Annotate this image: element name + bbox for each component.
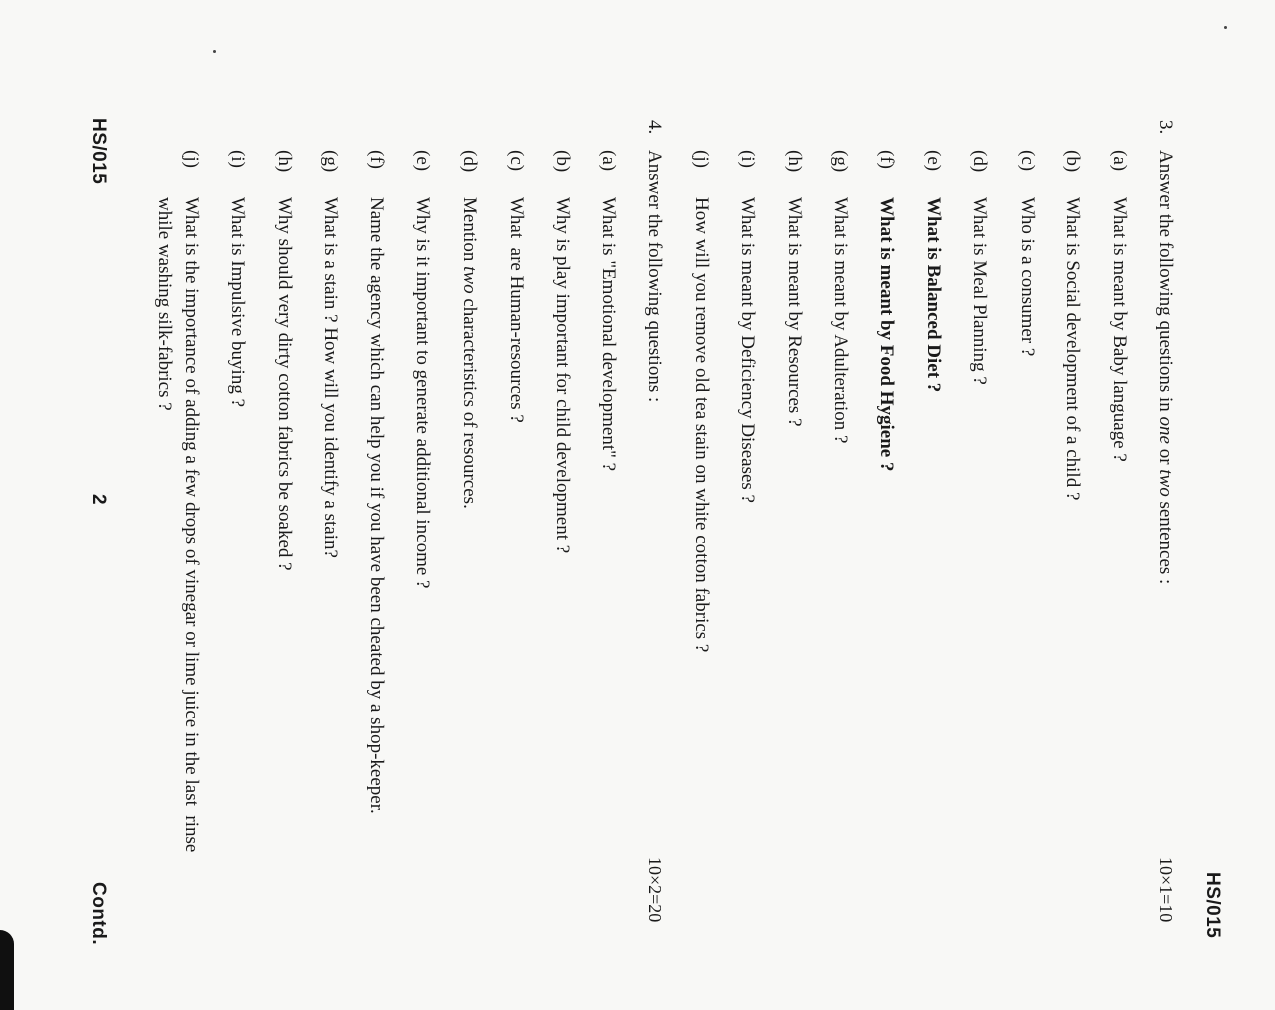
section-3-instruction: 3. Answer the following questions in one or two sentences : [1155,120,1176,585]
section-3-number: 3. [1155,120,1176,135]
header-paper-code: HS/015 [1202,872,1223,939]
section-3-marks: 10×1=10 [1156,857,1176,923]
contd-label: Contd. [88,882,109,946]
section-4-number: 4. [644,120,665,135]
page-number: 2 [88,494,109,506]
section-4-marks: 10×2=20 [645,857,665,923]
question-4j-line2: while washing silk-fabrics ? [154,197,175,411]
footer-paper-code: HS/015 [88,118,109,185]
rotated-page-content: HS/015 3. Answer the following questions in one or two sentences : 10×1=10 (a) What is meant by Baby language ? (b) What is Social development of a child ? (c) Who is a consumer ? (d) What is Meal Planning ? (e) What is Balanced Diet ? (f) What is meant by Food Hygiene ? (g) What is meant by Adulteration ? (h) What is meant by Resources ? (i) What is meant by Deficiency Diseases ? (j) How will you remove old tea stain on white cotton fabrics ? 4. Answer the following questions : 10×2=20 (a) What is "Emotional development" ? (b) Why is play important for child development ? (c) What are Human-resources ? (d) Mention two characteristics of resources. (e) Why is it important to generate additional income ? (f) Name the agency which can help you if you have been cheated by a shop-keeper. (g) What is a stain ? How will you identify a stain? (h) Why should very dirty cotton fabrics be soaked ? (i) What is Impulsive buying ? (j) What is the importance of adding a few drops of vinegar or lime juice in the last rinse while washing silk-fabrics ? HS/015 2 Contd. [88,118,1223,946]
section-4-instruction: 4. Answer the following questions : [644,120,665,403]
